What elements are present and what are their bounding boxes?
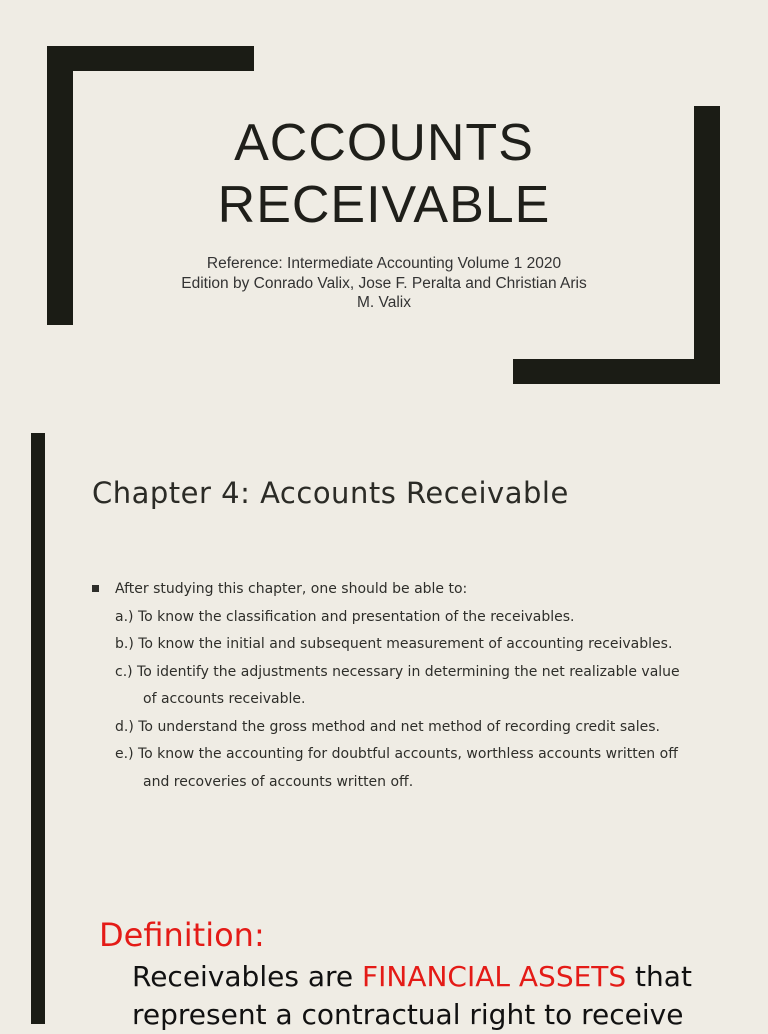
slide-title [0,112,768,236]
frame-bottom-right-horizontal [513,359,720,384]
objectives-intro: After studying this chapter, one should be able to: [115,581,468,597]
reference-line-3: M. Valix [357,294,411,311]
chapter-title: Chapter 4: Accounts Receivable [92,476,569,510]
definition-part-1: Receivables are [132,960,363,993]
definition-line-1 [132,958,752,996]
slide-side-bar [31,433,45,1024]
definition-highlight: FINANCIAL ASSETS [362,960,627,993]
list-item [92,578,712,606]
reference-text [170,254,598,313]
reference-line-1: Reference: Intermediate Accounting Volume 1 2020 [206,255,562,272]
list-item: c.) To identify the adjustments necessary in determining the net realizable value [115,663,680,680]
bullet-square-icon [92,585,99,592]
objectives-list [92,578,712,798]
list-item: a.) To know the classification and presentation of the receivables. [115,608,575,625]
title-line-1: ACCOUNTS [234,114,534,172]
title-line-2: RECEIVABLE [217,176,551,234]
list-item: e.) To know the accounting for doubtful accounts, worthless accounts written off [115,746,678,762]
definition-text [132,958,752,1034]
list-item: b.) To know the initial and subsequent measurement of accounting receivables. [115,636,673,652]
definition-line-2: represent a contractual right to receive [132,998,684,1031]
list-item: d.) To understand the gross method and net method of recording credit sales. [115,718,660,735]
list-item: and recoveries of accounts written off. [143,773,414,790]
definition-part-2: that [626,960,692,993]
reference-line-2: Edition by Conrado Valix, Jose F. Peralta and Christian Aris [181,274,587,292]
list-item: of accounts receivable. [143,691,306,707]
definition-heading: Definition: [99,916,265,954]
frame-top-left-horizontal [47,46,254,71]
